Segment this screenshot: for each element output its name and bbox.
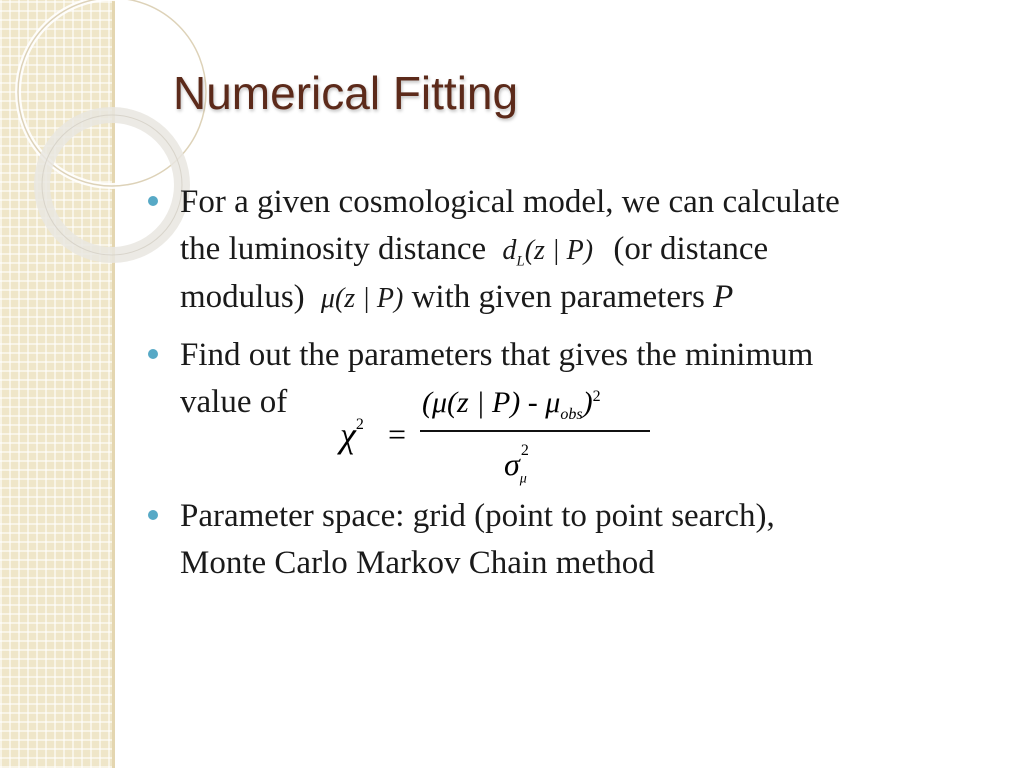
mu-symbol: μ — [320, 283, 335, 314]
dl-symbol: d — [502, 235, 517, 266]
bullet-1-line-2-tail: (or distance — [613, 231, 769, 267]
formula-denominator — [504, 442, 529, 487]
bullet-marker — [148, 349, 158, 359]
bullet-1-line-2-text: the luminosity distance — [180, 231, 487, 267]
bullet-1-line-2 — [180, 231, 768, 271]
chi-exponent: 2 — [355, 416, 364, 433]
numerator-text: (μ(z | P) - μ — [422, 386, 561, 419]
mu-args: (z | P) — [334, 283, 404, 314]
slide-title: Numerical Fitting — [173, 67, 519, 119]
chi-letter: χ — [340, 415, 356, 455]
dl-args: (z | P) — [524, 235, 594, 266]
dl-subscript: L — [516, 253, 525, 270]
numerator-exponent: 2 — [592, 388, 601, 405]
luminosity-distance-expr — [502, 235, 594, 270]
equals-sign: = — [388, 416, 407, 452]
sigma-symbol: σ — [504, 446, 520, 482]
bullet-1-line-1: For a given cosmological model, we can calculate — [180, 184, 840, 220]
formula-numerator — [422, 386, 601, 424]
parameters-symbol: P — [713, 279, 734, 315]
chi-symbol — [340, 414, 364, 456]
fraction-bar — [420, 430, 650, 432]
bullet-1-line-3 — [180, 279, 733, 316]
chi-square-formula — [340, 386, 670, 496]
bullet-2-line-1: Find out the parameters that gives the minimum — [180, 337, 814, 373]
sigma-exponent: 2 — [520, 442, 529, 459]
bullet-marker — [148, 196, 158, 206]
sigma-subscript: μ — [519, 471, 527, 487]
bullet-2-line-2: value of — [180, 384, 288, 420]
bullet-1-line-3-tail: with given parameters — [411, 279, 705, 315]
numerator-subscript: obs — [560, 406, 583, 423]
numerator-close-paren: ) — [582, 386, 593, 419]
decorative-rings — [0, 0, 330, 260]
bullet-1-line-3-text: modulus) — [180, 279, 305, 315]
distance-modulus-expr — [321, 283, 403, 314]
bullet-3-line-2: Monte Carlo Markov Chain method — [180, 545, 655, 581]
bullet-3-line-1: Parameter space: grid (point to point search), — [180, 498, 775, 534]
bullet-marker — [148, 510, 158, 520]
